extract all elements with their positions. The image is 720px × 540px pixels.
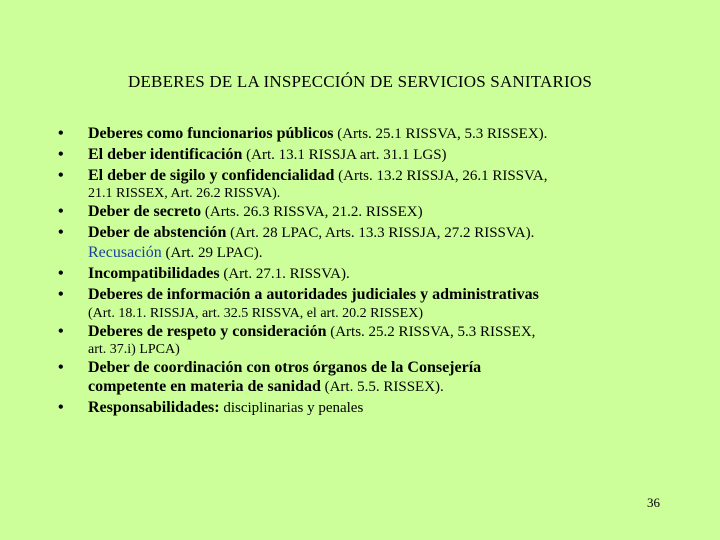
bullet: • xyxy=(58,323,64,340)
bullet: • xyxy=(58,203,64,220)
bullet: • xyxy=(58,286,64,303)
item-reference: (Arts. 26.3 RISSVA, 21.2. RISSEX) xyxy=(201,204,423,220)
item-title: El deber identificación xyxy=(88,146,243,163)
item-reference-continued: 21.1 RISSEX, Art. 26.2 RISSVA). xyxy=(88,186,281,201)
duties-list xyxy=(58,124,678,419)
list-item xyxy=(58,285,678,321)
list-item xyxy=(58,322,678,357)
list-item xyxy=(58,223,678,263)
item-title: El deber de sigilo y confidencialidad xyxy=(88,167,335,184)
bullet: • xyxy=(58,265,64,282)
bullet: • xyxy=(58,359,64,376)
item-reference: (Art. 29 LPAC). xyxy=(161,245,263,261)
item-reference: (Art. 28 LPAC, Arts. 13.3 RISSJA, 27.2 RISSVA). xyxy=(226,225,535,241)
list-item xyxy=(58,202,678,222)
item-title: Deber de coordinación con otros órganos de la Consejería xyxy=(88,359,482,376)
bullet: • xyxy=(58,146,64,163)
item-title: Deberes como funcionarios públicos xyxy=(88,125,334,142)
item-reference: (Art. 13.1 RISSJA art. 31.1 LGS) xyxy=(242,147,447,163)
item-reference: (Arts. 25.2 RISSVA, 5.3 RISSEX, xyxy=(326,324,536,340)
list-item xyxy=(58,398,678,418)
slide-title: DEBERES DE LA INSPECCIÓN DE SERVICIOS SANITARIOS xyxy=(127,72,593,91)
item-reference: (Art. 5.5. RISSEX). xyxy=(320,379,444,395)
item-title: Deberes de información a autoridades judiciales y administrativas xyxy=(88,286,539,303)
item-title: Incompatibilidades xyxy=(88,265,220,282)
page-number: 36 xyxy=(647,495,660,510)
item-reference: (Arts. 13.2 RISSJA, 26.1 RISSVA, xyxy=(334,168,548,184)
recusacion-link[interactable]: Recusación xyxy=(88,244,162,261)
bullet: • xyxy=(58,167,64,184)
bullet: • xyxy=(58,399,64,416)
item-title: Deber de secreto xyxy=(88,203,202,220)
item-reference-continued: art. 37.i) LPCA) xyxy=(88,342,180,357)
list-item xyxy=(58,358,678,397)
list-item xyxy=(58,264,678,284)
list-item xyxy=(58,124,678,144)
bullet: • xyxy=(58,224,64,241)
bullet: • xyxy=(58,125,64,142)
item-title: Deber de abstención xyxy=(88,224,227,241)
item-title: Deberes de respeto y consideración xyxy=(88,323,327,340)
list-item xyxy=(58,145,678,165)
list-item xyxy=(58,166,678,201)
item-reference: (Art. 27.1. RISSVA). xyxy=(219,266,350,282)
item-title-continued: competente en materia de sanidad xyxy=(88,378,321,395)
item-reference-continued: (Art. 18.1. RISSJA, art. 32.5 RISSVA, el art. 20.2 RISSEX) xyxy=(88,306,423,321)
item-reference: disciplinarias y penales xyxy=(219,400,364,416)
item-reference: (Arts. 25.1 RISSVA, 5.3 RISSEX). xyxy=(333,126,548,142)
item-title: Responsabilidades: xyxy=(88,399,220,416)
